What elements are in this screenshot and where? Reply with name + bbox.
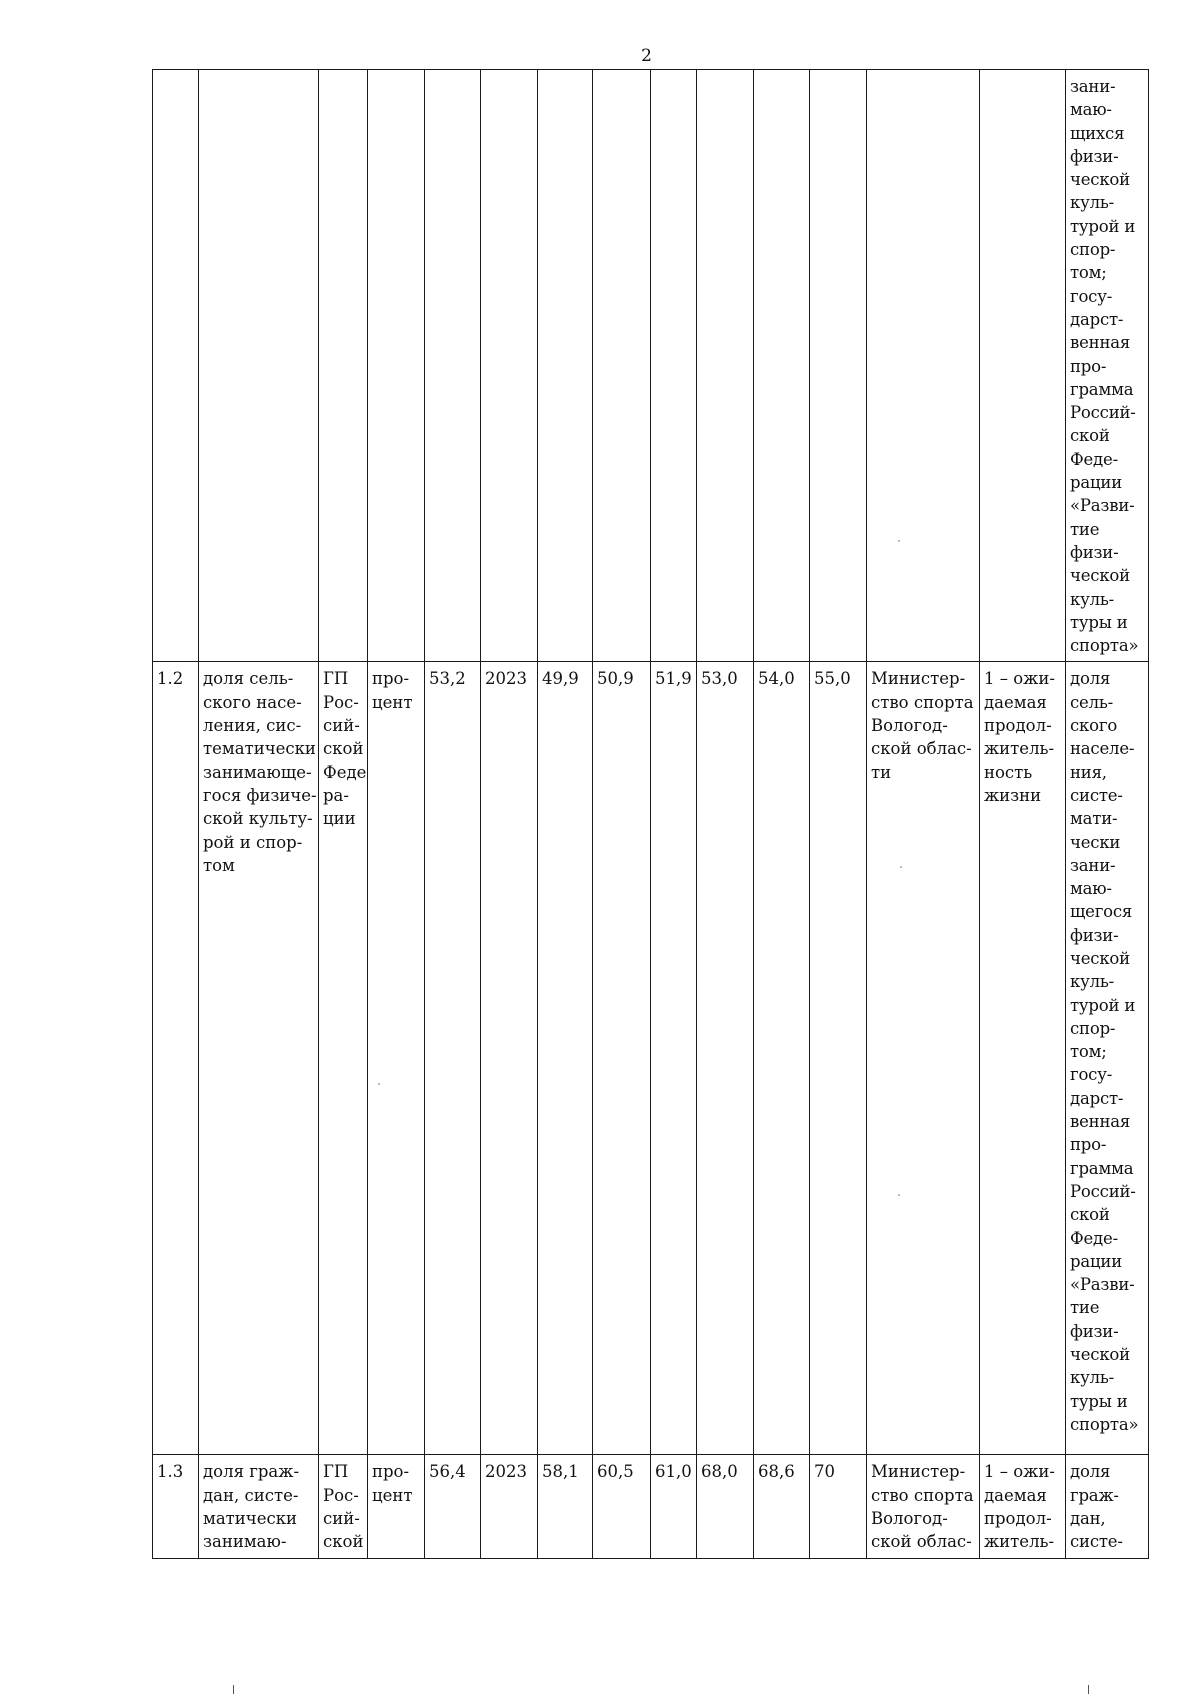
text-line: про- <box>372 669 410 689</box>
text-line: житель- <box>984 739 1055 759</box>
text-line: Рос- <box>323 692 359 712</box>
cell-num: 1.2 <box>153 662 199 1455</box>
text-line: грамма <box>1070 1158 1134 1178</box>
cell-value: 61,0 <box>651 1455 697 1559</box>
text-line: куль- <box>1070 972 1115 992</box>
cell-value: 70 <box>810 1455 867 1559</box>
indicator-name <box>203 1460 315 1553</box>
text-line: ческой <box>1070 1345 1130 1365</box>
text-line: житель- <box>984 1532 1055 1552</box>
text-line: сий- <box>323 1509 360 1529</box>
text-line: тематически <box>203 739 316 759</box>
text-line: ство спорта <box>871 1485 974 1505</box>
text-line: том; <box>1070 1042 1107 1062</box>
text-line: спор- <box>1070 1018 1116 1038</box>
text-line: Рос- <box>323 1485 359 1505</box>
text-line: физи- <box>1070 925 1119 945</box>
text-line: сель- <box>1070 692 1114 712</box>
text-line: тие <box>1070 519 1100 539</box>
cell-unit <box>368 1455 425 1559</box>
cell-value: 54,0 <box>754 662 810 1455</box>
indicator-name <box>203 667 315 877</box>
cell-value: 68,0 <box>697 1455 754 1559</box>
cell-value: 60,5 <box>593 1455 651 1559</box>
cell-link <box>1066 1455 1149 1559</box>
source-text <box>323 1460 364 1553</box>
cell-base-value: 53,2 <box>425 662 481 1455</box>
text-line: рации <box>1070 473 1123 493</box>
text-line: ческой <box>1070 566 1130 586</box>
text-line: доля сель- <box>203 669 294 689</box>
text-line: продол- <box>984 1509 1052 1529</box>
text-line: доля <box>1070 1462 1111 1482</box>
responsible-text <box>871 667 976 783</box>
text-line: 1 – ожи- <box>984 1462 1055 1482</box>
cell-name <box>199 662 319 1455</box>
text-line: сий- <box>323 716 360 736</box>
goal-text <box>984 667 1062 807</box>
text-line: тие <box>1070 1298 1100 1318</box>
text-line: 1 – ожи- <box>984 669 1055 689</box>
text-line: том; <box>1070 263 1107 283</box>
text-line: ской <box>1070 426 1110 446</box>
text-line: цент <box>372 1485 413 1505</box>
text-line: ГП <box>323 1462 349 1482</box>
text-line: цент <box>372 692 413 712</box>
text-line: населе- <box>1070 739 1135 759</box>
responsible-text <box>871 1460 976 1553</box>
text-line: Вологод- <box>871 716 948 736</box>
cell-base-year: 2023 <box>481 1455 538 1559</box>
text-line: систе- <box>1070 785 1123 805</box>
scan-speck <box>378 1083 380 1085</box>
text-line: турой и <box>1070 995 1136 1015</box>
text-line: туры и <box>1070 1391 1128 1411</box>
text-line: систе- <box>1070 1532 1123 1552</box>
cell-base-year <box>481 70 538 662</box>
table-row <box>153 662 1149 1455</box>
cell-value <box>810 70 867 662</box>
text-line: дан, систе- <box>203 1485 299 1505</box>
text-line: доля <box>1070 669 1111 689</box>
scan-mark <box>233 1685 234 1694</box>
cell-value: 49,9 <box>538 662 593 1455</box>
cell-responsible <box>867 662 980 1455</box>
text-line: мати- <box>1070 809 1118 829</box>
cell-responsible <box>867 70 980 662</box>
scan-speck <box>898 1194 900 1196</box>
text-line: ления, сис- <box>203 716 302 736</box>
text-line: зани- <box>1070 855 1116 875</box>
cell-base-value: 56,4 <box>425 1455 481 1559</box>
text-line: ность <box>984 762 1033 782</box>
cell-name <box>199 1455 319 1559</box>
text-line: ти <box>871 762 892 782</box>
cell-value <box>593 70 651 662</box>
scan-speck <box>900 866 902 868</box>
text-line: ции <box>323 809 356 829</box>
text-line: ского <box>1070 716 1118 736</box>
cell-value: 50,9 <box>593 662 651 1455</box>
cell-goal <box>980 70 1066 662</box>
text-line: матически <box>203 1509 298 1529</box>
cell-value: 68,6 <box>754 1455 810 1559</box>
text-line: про- <box>1070 356 1107 376</box>
link-text <box>1070 1460 1145 1553</box>
text-line: физи- <box>1070 146 1119 166</box>
text-line: доля граж- <box>203 1462 300 1482</box>
text-line: Министер- <box>871 1462 966 1482</box>
text-line: зани- <box>1070 77 1116 96</box>
cell-unit <box>368 662 425 1455</box>
text-line: щихся <box>1070 123 1125 143</box>
text-line: спор- <box>1070 240 1116 260</box>
cell-value: 55,0 <box>810 662 867 1455</box>
unit-text <box>372 1460 421 1507</box>
cell-value <box>651 70 697 662</box>
text-line: даемая <box>984 692 1047 712</box>
text-line: занимающе- <box>203 762 312 782</box>
cell-link <box>1066 662 1149 1455</box>
text-line: Феде- <box>1070 449 1118 469</box>
cell-source <box>319 70 368 662</box>
text-line: ческой <box>1070 170 1130 190</box>
text-line: ской <box>1070 1205 1110 1225</box>
cell-value <box>697 70 754 662</box>
cell-goal <box>980 662 1066 1455</box>
text-line: Министер- <box>871 669 966 689</box>
text-line: «Разви- <box>1070 496 1135 516</box>
text-line: Феде- <box>1070 1228 1118 1248</box>
text-line: щегося <box>1070 902 1133 922</box>
text-line: спорта» <box>1070 1414 1139 1434</box>
text-line: ской <box>323 1532 364 1552</box>
text-line: про- <box>372 1462 410 1482</box>
text-line: том <box>203 855 235 875</box>
scan-mark <box>1088 1685 1089 1694</box>
text-line: госу- <box>1070 286 1113 306</box>
text-line: венная <box>1070 333 1131 353</box>
text-line: ГП <box>323 669 349 689</box>
cell-source <box>319 662 368 1455</box>
text-line: маю- <box>1070 100 1112 120</box>
text-line: ческой <box>1070 948 1130 968</box>
cell-name <box>199 70 319 662</box>
cell-num: 1.3 <box>153 1455 199 1559</box>
text-line: туры и <box>1070 612 1128 632</box>
cell-num <box>153 70 199 662</box>
text-line: Россий- <box>1070 403 1136 423</box>
text-line: турой и <box>1070 216 1136 236</box>
text-line: физи- <box>1070 1321 1119 1341</box>
text-line: граж- <box>1070 1485 1119 1505</box>
cell-value: 58,1 <box>538 1455 593 1559</box>
cell-base-year: 2023 <box>481 662 538 1455</box>
text-line: венная <box>1070 1112 1131 1132</box>
cell-unit <box>368 70 425 662</box>
indicators-table <box>152 69 1149 1559</box>
cell-value <box>538 70 593 662</box>
text-line: Россий- <box>1070 1181 1136 1201</box>
cell-base-value <box>425 70 481 662</box>
text-line: ского насе- <box>203 692 302 712</box>
cell-responsible <box>867 1455 980 1559</box>
link-text <box>1070 75 1145 657</box>
text-line: Вологод- <box>871 1509 948 1529</box>
text-line: ство спорта <box>871 692 974 712</box>
unit-text <box>372 667 421 714</box>
text-line: дан, <box>1070 1509 1106 1529</box>
link-text <box>1070 667 1145 1436</box>
text-line: Феде <box>323 762 367 782</box>
text-line: ской облас- <box>871 1532 972 1552</box>
text-line: рой и спор- <box>203 832 303 852</box>
text-line: дарст- <box>1070 1088 1124 1108</box>
text-line: продол- <box>984 716 1052 736</box>
text-line: госу- <box>1070 1065 1113 1085</box>
text-line: рации <box>1070 1251 1123 1271</box>
text-line: занимаю- <box>203 1532 287 1552</box>
cell-source <box>319 1455 368 1559</box>
text-line: грамма <box>1070 379 1134 399</box>
text-line: куль- <box>1070 1368 1115 1388</box>
text-line: ской культу- <box>203 809 313 829</box>
text-line: гося физиче- <box>203 785 317 805</box>
page-number: 2 <box>641 46 652 66</box>
text-line: даемая <box>984 1485 1047 1505</box>
cell-link <box>1066 70 1149 662</box>
text-line: чески <box>1070 832 1121 852</box>
text-line: куль- <box>1070 589 1115 609</box>
text-line: ния, <box>1070 762 1107 782</box>
source-text <box>323 667 367 830</box>
cell-value: 53,0 <box>697 662 754 1455</box>
table-row <box>153 1455 1149 1559</box>
text-line: «Разви- <box>1070 1275 1135 1295</box>
text-line: про- <box>1070 1135 1107 1155</box>
text-line: спорта» <box>1070 636 1139 656</box>
goal-text <box>984 1460 1062 1553</box>
text-line: жизни <box>984 785 1042 805</box>
cell-value: 51,9 <box>651 662 697 1455</box>
text-line: ра- <box>323 785 349 805</box>
text-line: дарст- <box>1070 309 1124 329</box>
cell-value <box>754 70 810 662</box>
cell-goal <box>980 1455 1066 1559</box>
text-line: физи- <box>1070 542 1119 562</box>
text-line: ской <box>323 739 364 759</box>
text-line: маю- <box>1070 879 1112 899</box>
text-line: куль- <box>1070 193 1115 213</box>
text-line: ской облас- <box>871 739 972 759</box>
scan-speck <box>898 540 900 542</box>
table-row-continued <box>153 70 1149 662</box>
